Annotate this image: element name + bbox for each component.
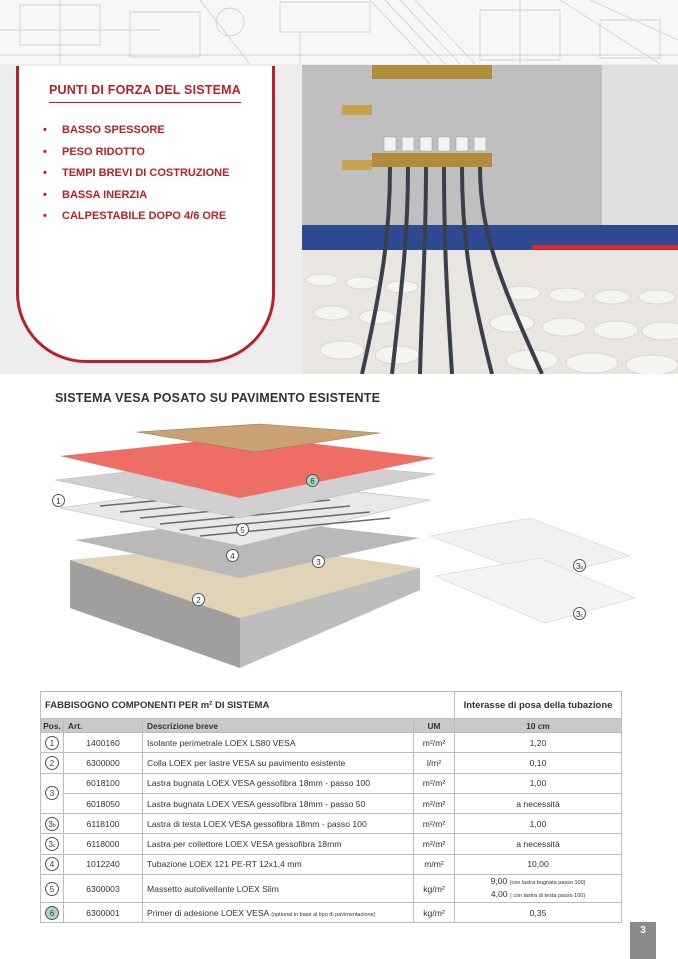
callout-5: 5 [236, 523, 249, 536]
value-cell [455, 875, 622, 903]
pos-badge: 4 [45, 857, 59, 871]
callout-3b [573, 559, 586, 572]
value-cell: 1,00 [455, 814, 622, 834]
page-number: 3 [630, 922, 656, 959]
table-row [41, 875, 622, 903]
art-cell: 6300003 [64, 875, 143, 903]
value-cell: a necessità [455, 834, 622, 854]
bullet-icon: • [43, 210, 47, 222]
pos-badge [45, 817, 59, 831]
value-number: 4,00 [490, 888, 508, 899]
um-cell: m²/m² [414, 814, 455, 834]
strength-label: BASSA INERZIA [62, 188, 148, 201]
strengths-list [43, 120, 229, 228]
pos-cell [41, 814, 64, 834]
layers-illustration [40, 418, 650, 683]
value-line [459, 889, 617, 902]
um-cell: m²/m² [414, 733, 455, 753]
value-cell: 1,20 [455, 733, 622, 753]
desc-cell: Lastra bugnata LOEX VESA gessofibra 18mm - passo 100 [143, 773, 414, 793]
pos-cell [41, 903, 64, 923]
strengths-card [16, 66, 275, 363]
bullet-icon: • [43, 124, 47, 136]
bullet-icon: • [43, 167, 47, 179]
pos-badge-sub: b [52, 822, 56, 829]
value-number: 9,00 [490, 875, 508, 886]
um-cell: m²/m² [414, 773, 455, 793]
pos-cell [41, 834, 64, 854]
um-cell: kg/m² [414, 875, 455, 903]
desc-cell: Lastra di testa LOEX VESA gessofibra 18mm - passo 100 [143, 814, 414, 834]
pos-badge: 6 [45, 906, 59, 920]
art-cell: 6018100 [64, 773, 143, 793]
desc-cell: Tubazione LOEX 121 PE-RT 12x1,4 mm [143, 854, 414, 874]
strength-item [43, 120, 229, 142]
art-cell: 6018050 [64, 793, 143, 813]
pos-badge-label: 3 [48, 819, 53, 829]
value-cell: 0,35 [455, 903, 622, 923]
art-cell: 1400160 [64, 733, 143, 753]
plate-3c [435, 558, 635, 623]
section-title: SISTEMA VESA POSATO SU PAVIMENTO ESISTENTE [55, 391, 381, 405]
value-cell: a necessità [455, 793, 622, 813]
pos-badge: 5 [45, 882, 59, 896]
value-line [459, 876, 617, 889]
components-table [40, 691, 622, 923]
pos-badge-label: 3 [48, 840, 53, 850]
table-row [41, 753, 622, 773]
pos-cell [41, 773, 64, 814]
table-row [41, 903, 622, 923]
hero-section [0, 64, 678, 374]
pos-badge: 1 [45, 736, 59, 750]
callout-3b-sub: b [580, 565, 584, 571]
value-cell: 1,00 [455, 773, 622, 793]
desc-note: (optional in base al tipo di pavimentazione) [271, 911, 376, 918]
value-note: ( con lastra di testa passo 100) [509, 892, 586, 899]
pos-cell [41, 854, 64, 874]
value-cell: 0,10 [455, 753, 622, 773]
callout-3c [573, 607, 586, 620]
callout-1: 1 [52, 494, 65, 507]
art-cell: 6300000 [64, 753, 143, 773]
col-interasse-header: 10 cm [455, 719, 622, 733]
strength-label: PESO RIDOTTO [62, 145, 145, 158]
layers-diagram [40, 418, 650, 683]
art-cell: 6300001 [64, 903, 143, 923]
callout-3b-label: 3 [575, 562, 581, 571]
col-pos-header: Pos. [41, 719, 64, 733]
table-row [41, 773, 622, 793]
callout-3c-label: 3 [576, 610, 581, 619]
pos-badge: 2 [45, 756, 59, 770]
pos-cell [41, 753, 64, 773]
blueprint-drawing [0, 0, 678, 64]
value-note: (con lastra bugnata passo 100) [509, 879, 586, 886]
pos-badge-sub: c [52, 843, 56, 850]
callout-2: 2 [192, 593, 205, 606]
um-cell: m/m² [414, 854, 455, 874]
art-cell: 1012240 [64, 854, 143, 874]
strength-item [43, 206, 229, 228]
bullet-icon: • [43, 145, 47, 158]
table-title: FABBISOGNO COMPONENTI PER m² DI SISTEMA [41, 692, 455, 719]
table-row [41, 854, 622, 874]
callout-4: 4 [226, 549, 239, 562]
strength-label: TEMPI BREVI DI COSTRUZIONE [62, 167, 230, 179]
strengths-title: PUNTI DI FORZA DEL SISTEMA [49, 83, 241, 103]
desc-text: Primer di adesione LOEX VESA [147, 907, 269, 918]
strength-label: CALPESTABILE DOPO 4/6 ORE [62, 210, 227, 222]
strength-label: BASSO SPESSORE [62, 124, 165, 136]
pos-badge: 3 [45, 786, 59, 800]
callout-6: 6 [306, 474, 319, 487]
pos-cell [41, 875, 64, 903]
callout-3c-sub: c [580, 613, 583, 619]
desc-cell: Lastra bugnata LOEX VESA gessofibra 18mm - passo 50 [143, 793, 414, 813]
um-cell: kg/m² [414, 903, 455, 923]
interasse-header: Interasse di posa della tubazione [455, 692, 622, 719]
callout-3: 3 [312, 555, 325, 568]
table-row [41, 793, 622, 813]
table-header-row [41, 719, 622, 733]
art-cell: 6118100 [64, 814, 143, 834]
desc-cell: Colla LOEX per lastre VESA su pavimento esistente [143, 753, 414, 773]
manifold-photo [302, 65, 678, 374]
art-cell: 6118000 [64, 834, 143, 854]
col-art-header: Art. [64, 719, 143, 733]
table-row [41, 834, 622, 854]
table-row [41, 733, 622, 753]
desc-cell: Lastra per collettore LOEX VESA gessofibra 18mm [143, 834, 414, 854]
strength-item [43, 163, 229, 185]
col-um-header: UM [414, 719, 455, 733]
blueprint-header-strip [0, 0, 678, 64]
pos-badge [45, 837, 59, 851]
strength-item [43, 185, 229, 207]
bullet-icon: • [43, 188, 47, 201]
desc-cell: Isolante perimetrale LOEX LS80 VESA [143, 733, 414, 753]
manifold-photo-illustration [302, 65, 678, 374]
desc-cell [143, 903, 414, 923]
um-cell: l/m² [414, 753, 455, 773]
pos-cell [41, 733, 64, 753]
desc-cell: Massetto autolivellante LOEX Slim [143, 875, 414, 903]
table-row [41, 814, 622, 834]
strength-item [43, 142, 229, 164]
table-title-row [41, 692, 622, 719]
um-cell: m²/m² [414, 834, 455, 854]
um-cell: m²/m² [414, 793, 455, 813]
col-desc-header: Descrizione breve [143, 719, 414, 733]
value-cell: 10,00 [455, 854, 622, 874]
